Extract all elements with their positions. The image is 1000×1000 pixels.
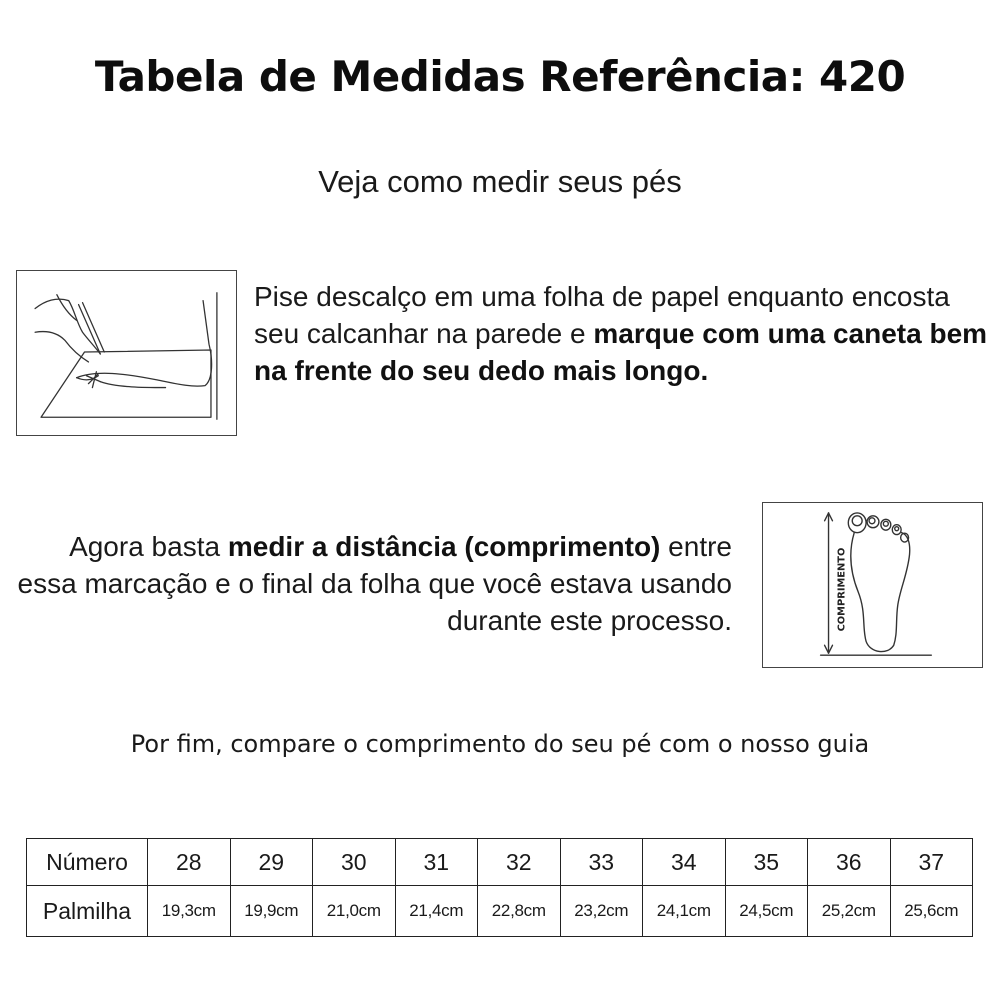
step1-bold-text: marque com uma caneta bem na frente do seu dedo mais longo. bbox=[254, 318, 988, 386]
instruction-step-2 bbox=[10, 528, 732, 639]
page-subtitle: Veja como medir seus pés bbox=[318, 164, 682, 199]
insole-cell: 23,2cm bbox=[560, 886, 643, 937]
insole-cell: 21,0cm bbox=[313, 886, 396, 937]
foot-length-label: COMPRIMENTO bbox=[836, 547, 848, 632]
insole-cell: 21,4cm bbox=[395, 886, 478, 937]
insole-cell: 19,9cm bbox=[230, 886, 313, 937]
size-cell: 37 bbox=[890, 839, 973, 886]
foot-marking-illustration-icon bbox=[16, 270, 237, 436]
size-cell: 28 bbox=[148, 839, 231, 886]
insole-cell: 25,2cm bbox=[808, 886, 891, 937]
insole-length-row bbox=[27, 886, 973, 937]
size-cell: 32 bbox=[478, 839, 561, 886]
size-cell: 31 bbox=[395, 839, 478, 886]
size-cell: 36 bbox=[808, 839, 891, 886]
size-number-row bbox=[27, 839, 973, 886]
step2-text-end: entre essa marcação e o final da folha que você estava usando durante este processo. bbox=[17, 531, 732, 636]
insole-cell: 24,5cm bbox=[725, 886, 808, 937]
step2-bold-text: medir a distância (comprimento) bbox=[227, 531, 661, 562]
foot-length-illustration-icon bbox=[762, 502, 983, 668]
size-cell: 29 bbox=[230, 839, 313, 886]
step2-text-start: Agora basta bbox=[69, 531, 228, 562]
instruction-step-1 bbox=[254, 278, 994, 389]
size-number-label: Número bbox=[27, 839, 148, 886]
insole-cell: 22,8cm bbox=[478, 886, 561, 937]
insole-cell: 24,1cm bbox=[643, 886, 726, 937]
compare-instruction: Por fim, compare o comprimento do seu pé com o nosso guia bbox=[130, 730, 870, 758]
size-cell: 30 bbox=[313, 839, 396, 886]
size-cell: 35 bbox=[725, 839, 808, 886]
size-table bbox=[26, 838, 973, 937]
insole-length-label: Palmilha bbox=[27, 886, 148, 937]
insole-cell: 19,3cm bbox=[148, 886, 231, 937]
size-cell: 33 bbox=[560, 839, 643, 886]
page-title: Tabela de Medidas Referência: 420 bbox=[94, 52, 906, 101]
insole-cell: 25,6cm bbox=[890, 886, 973, 937]
size-cell: 34 bbox=[643, 839, 726, 886]
step1-text: Pise descalço em uma folha de papel enquanto encosta seu calcanhar na parede e bbox=[254, 281, 950, 349]
